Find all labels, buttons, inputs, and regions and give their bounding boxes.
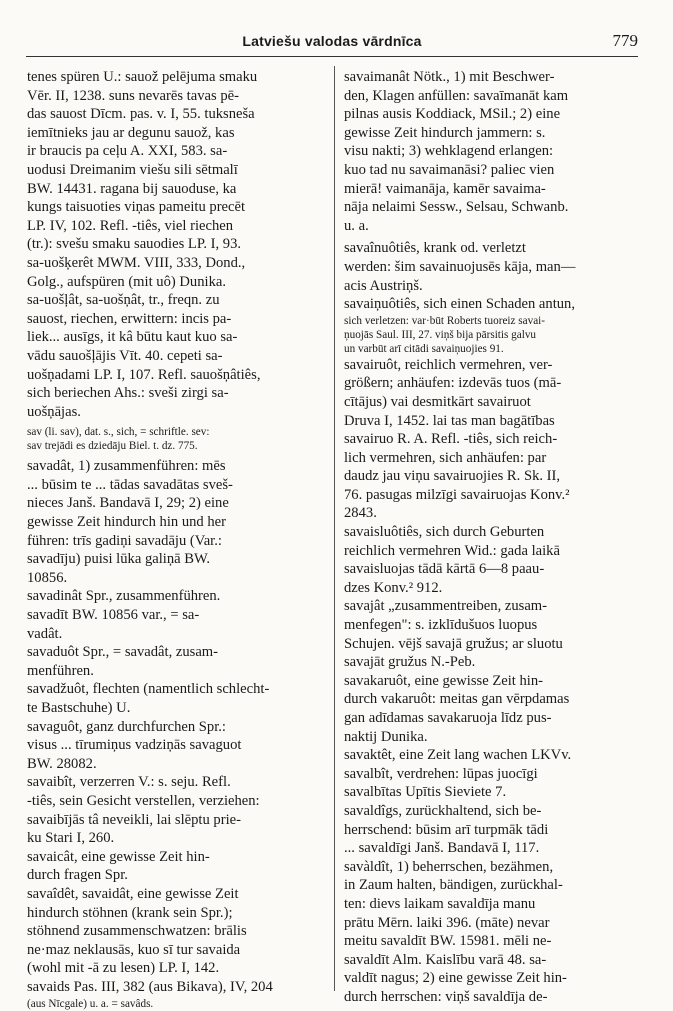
text-line: savadīt BW. 10856 var., = sa- (27, 607, 200, 624)
text-line: sich verletzen: var·būt Roberts tuoreiz savai- (344, 314, 545, 327)
text-line: ten: dievs laikam savaldīja manu (344, 895, 536, 912)
dictionary-title: Latviešu valodas vārdnīca (242, 33, 422, 49)
text-line: (wohl mit -ā zu lesen) LP. I, 142. (27, 960, 220, 977)
page-number: 779 (612, 31, 638, 50)
text-line: durch herrschen: viņš savaldīja de- (344, 988, 548, 1005)
text-line: Druva I, 1452. lai tas man bagātības (344, 412, 555, 429)
text-line: gewisse Zeit hindurch hin und her (27, 514, 226, 531)
text-line: 2843. (344, 505, 377, 522)
text-line: stöhnend zusammenschwatzen: brālis (27, 923, 247, 940)
text-line: savadīju) puisi lūka galiņā BW. (27, 551, 211, 568)
text-line: visus ... tīrumiņus vadziņās savaguot (27, 737, 242, 754)
text-line: in Zaum halten, bändigen, zurückhal- (344, 877, 563, 894)
text-line: pilnas ausis Koddiack, MSil.; 2) eine (344, 106, 561, 123)
text-line: acis Austriņš. (344, 277, 423, 294)
text-line: prātu Mērn. laiki 396. (māte) nevar (344, 914, 550, 931)
text-line: menführen. (27, 662, 94, 679)
text-line: savadât, 1) zusammenführen: mēs (27, 458, 226, 475)
text-line: BW. 14431. ragana bij sauoduse, ka (27, 180, 237, 197)
text-line: den, Klagen anfüllen: savaīmanāt kam (344, 87, 569, 104)
text-line: herrschend: būsim arī turpmāk tādi (344, 821, 549, 838)
text-line: savaimanât Nötk., 1) mit Beschwer- (344, 69, 555, 85)
text-line: savàldît, 1) beherrschen, bezähmen, (344, 858, 554, 875)
text-line: größern; anhäufen: izdevās tuos (mā- (344, 375, 562, 392)
text-line: kuo tad nu savaimanāsi? paliec vien (344, 161, 555, 178)
text-line: sav (li. sav), dat. s., sich, = schriftle. sev: (27, 426, 210, 439)
text-line: savaicât, eine gewisse Zeit hin- (27, 848, 210, 865)
text-line: reichlich vermehren Wid.: gada laikā (344, 542, 560, 559)
text-line: Vēr. II, 1238. suns nevarēs tavas pē- (27, 87, 239, 104)
text-line: nieces Janš. Bandavā I, 29; 2) eine (27, 495, 229, 512)
text-line: savaibît, verzerren V.: s. seju. Refl. (27, 774, 231, 791)
text-line: savaisluôtiês, sich durch Geburten (344, 524, 545, 541)
text-line: durch vakaruôt: meitas gan vērpdamas (344, 691, 570, 708)
text-line: savairuo R. A. Refl. -tiês, sich reich- (344, 431, 558, 448)
column-divider (334, 66, 335, 991)
text-line: savadžuôt, flechten (namentlich schlecht- (27, 681, 270, 698)
text-line: savaids Pas. III, 382 (aus Bikava), IV, 204 (27, 978, 273, 995)
text-line: vādu sauošļājis Vīt. 40. cepeti sa- (27, 347, 223, 364)
text-line: ņuojās Saul. III, 27. viņš bija pārsitis galvu (344, 328, 537, 341)
text-line: mierā! vaimanāja, kamēr savaima- (344, 180, 546, 197)
text-line: gan adīdamas savakaruoja līdz pus- (344, 710, 552, 726)
text-line: vadât. (27, 625, 63, 642)
text-line: savajât „zusammentreiben, zusam- (344, 598, 548, 615)
text-line: savaînuôtiês, krank od. verletzt (344, 240, 526, 257)
text-line: kungs taisuoties viņas pameitu precēt (27, 199, 246, 216)
text-line: 76. pasugas milzīgi savairuojas Konv.² (344, 486, 570, 503)
text-line: Schujen. vējš savajā gružus; ar sluotu (344, 635, 563, 652)
text-line: dzes Konv.² 912. (344, 579, 443, 596)
text-line: sa-uošķerêt MWM. VIII, 333, Dond., (27, 254, 246, 271)
text-line: menfegen": s. izklīdušuos luopus (344, 617, 538, 634)
text-line: savakaruôt, eine gewisse Zeit hin- (344, 672, 543, 689)
text-line: savaibījās tâ neveikli, lai slēptu prie- (27, 811, 241, 828)
text-line: sa-uošļât, sa-uošņât, tr., freqn. zu (27, 292, 220, 309)
text-line: uošņājas. (27, 403, 81, 420)
text-line: savalbît, verdrehen: lūpas juocīgi (344, 765, 538, 782)
text-line: durch fragen Spr. (27, 867, 128, 884)
text-line: uošņadami LP. I, 107. Refl. sauošņâtiês, (27, 366, 261, 383)
text-line: iemītnieks jau ar degunu sauož, kas (27, 124, 235, 141)
text-line: savaldîgs, zurückhaltend, sich be- (344, 802, 542, 819)
text-line: das sauost Dīcm. pas. v. I, 55. tuksneša (27, 106, 255, 123)
text-line: ne·maz neklausās, kuo sī tur savaida (27, 941, 241, 958)
text-line: savaktêt, eine Zeit lang wachen LKVv. (344, 747, 572, 764)
text-line: savaîdêt, savaidât, eine gewisse Zeit (27, 885, 239, 902)
text-line: visu nakti; 3) wehklagend erlangen: (344, 143, 554, 160)
text-line: hindurch stöhnen (krank sein Spr.); (27, 904, 233, 921)
text-line: savaldīt Alm. Kaislību varā 48. sa- (344, 951, 547, 968)
text-line: führen: trīs gadiņi savadāju (Var.: (27, 532, 222, 549)
text-line: savajāt gružus N.-Peb. (344, 654, 476, 671)
left-column (27, 68, 322, 1011)
text-line: ... savaldīgi Janš. Bandavā I, 117. (344, 840, 540, 857)
text-line: ... būsim te ... tādas savadātas sveš- (27, 476, 233, 493)
text-line: savaduôt Spr., = savadât, zusam- (27, 644, 219, 661)
text-line: nāja nelaimi Sessw., Selsau, Schwanb. (344, 199, 569, 216)
text-line: werden: šim savainuojusēs kāja, man— (344, 258, 576, 275)
text-line: -tiês, sein Gesicht verstellen, verziehen: (27, 792, 260, 809)
text-line: sauost, riechen, erwittern: incis pa- (27, 310, 232, 327)
text-line: LP. IV, 102. Refl. -tiês, viel riechen (27, 217, 234, 234)
text-line: daudz jau viņu savairuojies R. Sk. II, (344, 468, 561, 485)
text-line: liek... ausīgs, it kâ būtu kaut kuo sa- (27, 329, 238, 346)
text-line: valdīt nagus; 2) eine gewisse Zeit hin- (344, 970, 567, 987)
text-line: (tr.): svešu smaku sauodies LP. I, 93. (27, 236, 242, 253)
text-line: 10856. (27, 569, 68, 586)
text-line: savaiņuôtiês, sich einen Schaden antun, (344, 296, 576, 313)
text-line: (aus Nīcgale) u. a. = savâds. (27, 997, 154, 1010)
text-line: meitu savaldīt BW. 15981. mēli ne- (344, 933, 552, 950)
text-line: uodusi Dreimanim viešu sili sētmalī (27, 161, 238, 178)
text-line: u. a. (344, 217, 369, 234)
text-line: savalbītas Upītis Sieviete 7. (344, 784, 507, 801)
text-line: sav trejādi es dziedāju Biel. t. dz. 775. (27, 440, 198, 453)
text-line: savadinât Spr., zusammenführen. (27, 588, 221, 605)
text-line: naktij Dunika. (344, 728, 428, 745)
text-line: savairuôt, reichlich vermehren, ver- (344, 356, 553, 373)
text-line: te Bastschuhe) U. (27, 700, 131, 716)
page-header (26, 30, 638, 57)
text-line: BW. 28082. (27, 755, 97, 772)
text-line: sich beriechen Ahs.: sveši zirgi sa- (27, 385, 229, 402)
text-line: lich vermehren, sich anhäufen: par (344, 449, 547, 466)
text-line: tenes spüren U.: sauož pelējuma smaku (27, 69, 258, 85)
right-column (344, 68, 639, 1007)
text-line: cītājus) vai desmitkārt savairuot (344, 393, 531, 410)
text-line: savaguôt, ganz durchfurchen Spr.: (27, 718, 226, 735)
text-line: gewisse Zeit hindurch jammern: s. (344, 124, 546, 141)
text-line: Golg., aufspüren (mit uô) Dunika. (27, 273, 227, 290)
text-line: savaisluojas tādā kārtā 6—8 paau- (344, 561, 545, 578)
text-line: ir braucis pa ceļu A. XXI, 583. sa- (27, 143, 228, 160)
text-line: ku Stari I, 260. (27, 830, 115, 847)
text-line: un varbūt arī citādi savaiņuojies 91. (344, 342, 504, 355)
